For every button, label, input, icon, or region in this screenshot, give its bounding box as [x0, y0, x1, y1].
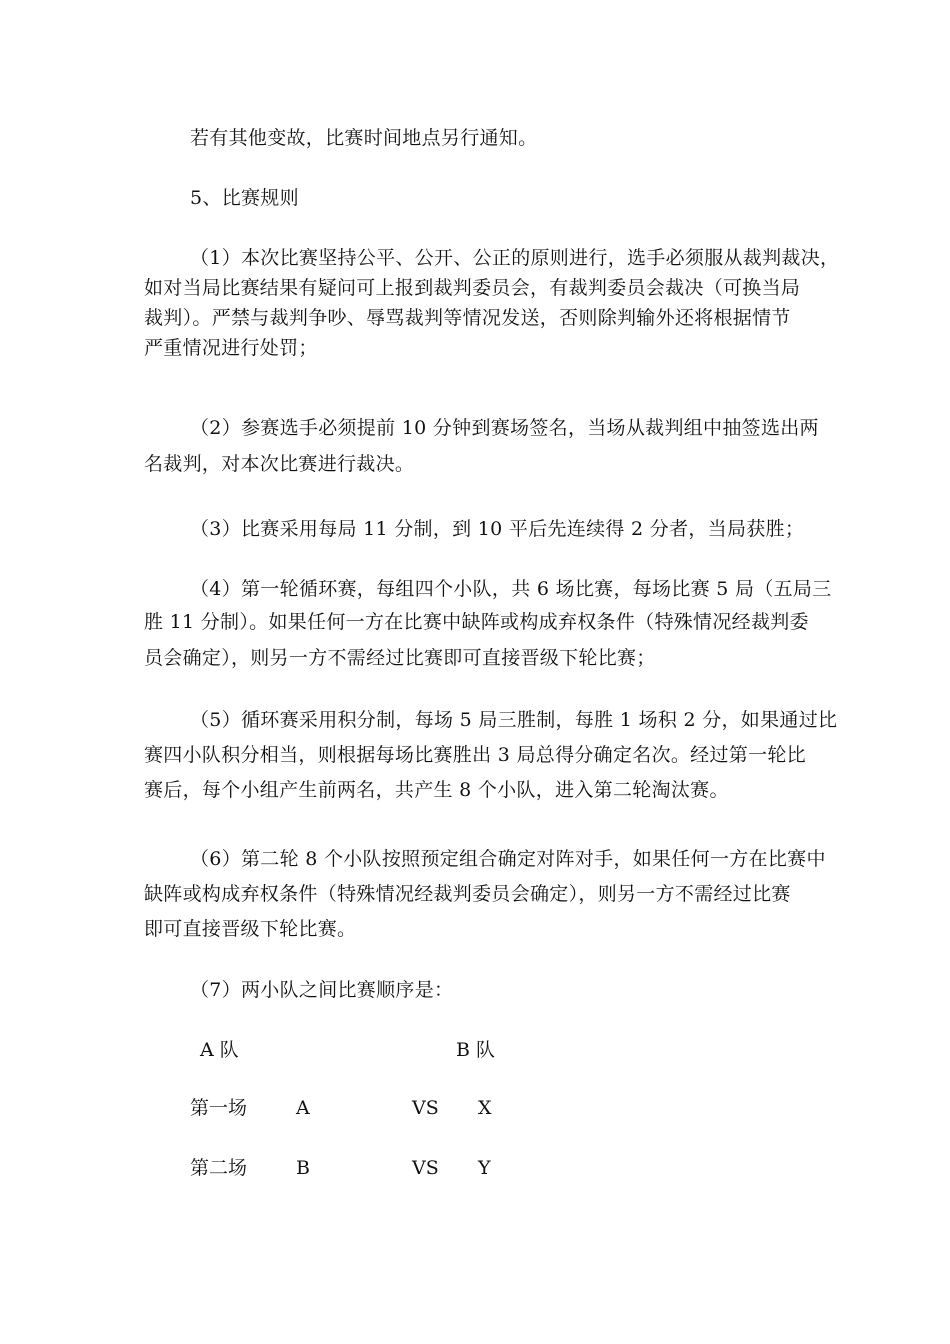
rule-1-line-2: 如对当局比赛结果有疑问可上报到裁判委员会，有裁判委员会裁决（可换当局	[144, 277, 801, 299]
rule-1-line-4: 严重情况进行处罚；	[144, 337, 318, 359]
rule-4-line-2: 胜 11 分制）。如果任何一方在比赛中缺阵或构成弃权条件（特殊情况经裁判委	[144, 611, 809, 633]
rule-6-line-1: （6）第二轮 8 个小队按照预定组合确定对阵对手，如果任何一方在比赛中	[190, 848, 826, 870]
match-vs: VS	[412, 1157, 439, 1179]
match-team-b-player: Y	[478, 1157, 491, 1179]
match-vs: VS	[412, 1097, 439, 1119]
rule-6-line-2: 缺阵或构成弃权条件（特殊情况经裁判委员会确定），则另一方不需经过比赛	[144, 883, 791, 905]
rule-5-line-1: （5）循环赛采用积分制，每场 5 局三胜制，每胜 1 场积 2 分，如果通过比	[190, 709, 838, 731]
rule-5-line-2: 赛四小队积分相当，则根据每场比赛胜出 3 局总得分确定名次。经过第一轮比	[144, 744, 806, 766]
match-label: 第二场	[190, 1157, 248, 1179]
rule-1-line-1: （1）本次比赛坚持公平、公开、公正的原则进行，选手必须服从裁判裁决，	[190, 247, 840, 269]
rule-4-line-1: （4）第一轮循环赛，每组四个小队，共 6 场比赛，每场比赛 5 局（五局三	[190, 578, 832, 600]
rule-3-line-1: （3）比赛采用每局 11 分制，到 10 平后先连续得 2 分者，当局获胜；	[190, 518, 805, 540]
match-label: 第一场	[190, 1097, 248, 1119]
rule-2-line-1: （2）参赛选手必须提前 10 分钟到赛场签名，当场从裁判组中抽签选出两	[190, 417, 819, 439]
match-team-a-player: A	[296, 1097, 310, 1119]
section-heading: 5、比赛规则	[190, 187, 299, 209]
rule-4-line-3: 员会确定），则另一方不需经过比赛即可直接晋级下轮比赛；	[144, 647, 656, 669]
rule-1-line-3: 裁判）。严禁与裁判争吵、辱骂裁判等情况发送，否则除判输外还将根据情节	[144, 307, 791, 329]
intro-paragraph: 若有其他变故，比赛时间地点另行通知。	[190, 127, 538, 149]
rule-2-line-2: 名裁判，对本次比赛进行裁决。	[144, 453, 415, 475]
team-b-header: B 队	[456, 1039, 496, 1061]
rule-7-line-1: （7）两小队之间比赛顺序是：	[190, 979, 454, 1001]
team-a-header: A 队	[200, 1039, 239, 1061]
match-team-a-player: B	[296, 1157, 310, 1179]
match-team-b-player: X	[478, 1097, 492, 1119]
rule-5-line-3: 赛后，每个小组产生前两名，共产生 8 个小队，进入第二轮淘汰赛。	[144, 779, 729, 801]
rule-6-line-3: 即可直接晋级下轮比赛。	[144, 918, 357, 940]
